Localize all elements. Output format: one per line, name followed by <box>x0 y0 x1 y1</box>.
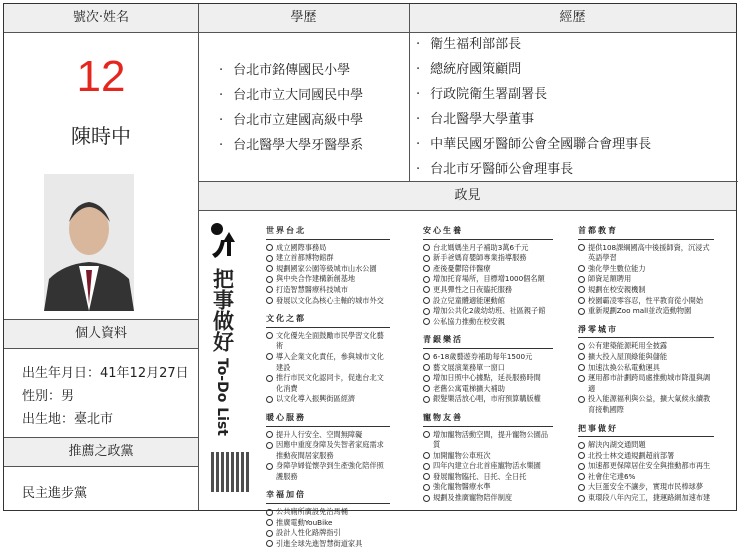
policy-item <box>423 363 553 374</box>
circle-bullet-icon <box>578 364 585 371</box>
policy-item-text: 藝文展演業務單一窗口 <box>433 362 505 372</box>
policy-item <box>266 331 390 352</box>
policy-item-text: 設計人性化路牌指引 <box>276 528 341 538</box>
policy-section <box>266 413 390 483</box>
circle-bullet-icon <box>578 308 585 315</box>
policy-item-text: 公共廁所廣設免治馬桶 <box>276 507 348 517</box>
policy-item-text: 規劃及推廣寵物陪伴制度 <box>433 493 513 503</box>
circle-bullet-icon <box>423 265 430 272</box>
policy-section-title: 安心生養 <box>423 226 553 240</box>
circle-bullet-icon <box>266 463 273 470</box>
circle-bullet-icon <box>423 353 430 360</box>
policy-item-text: 解決內湖交通問題 <box>588 440 646 450</box>
candidate-name: 陳時中 <box>71 124 131 148</box>
circle-bullet-icon <box>266 244 273 251</box>
party: 民主進步黨 <box>22 486 88 501</box>
policy-item <box>423 472 553 483</box>
circle-bullet-icon <box>423 463 430 470</box>
policy-item-text: 發展寵物臨托、日托、全日托 <box>433 471 527 481</box>
policy-item <box>423 296 553 307</box>
policy-item <box>423 493 553 504</box>
circle-bullet-icon <box>266 332 273 339</box>
circle-bullet-icon <box>423 255 430 262</box>
circle-bullet-icon <box>423 297 430 304</box>
policy-item-text: 身障孕婦從懷孕到生產強化陪伴照護服務 <box>276 461 384 481</box>
policy-item <box>423 384 553 395</box>
circle-bullet-icon <box>423 396 430 403</box>
education-list <box>219 58 363 158</box>
policy-section-title: 寵物友善 <box>423 413 553 427</box>
circle-bullet-icon <box>423 318 430 325</box>
policy-item-text: 與中央合作建構新創基地 <box>276 274 356 284</box>
policy-item <box>578 264 714 275</box>
policy-item-text: 老舊公寓電梯擴大補助 <box>433 383 505 393</box>
todo-banner <box>207 222 237 436</box>
circle-bullet-icon <box>266 353 273 360</box>
gender: 性別：男 <box>22 389 75 404</box>
policy-item-text: 規劃國家公園等級城市山水公園 <box>276 263 377 273</box>
circle-bullet-icon <box>578 375 585 382</box>
policy-item <box>578 482 714 493</box>
policy-item <box>423 253 553 264</box>
policy-item-text: 發展以文化為核心主軸的城市外交 <box>276 295 384 305</box>
circle-bullet-icon <box>266 375 273 382</box>
experience-list <box>416 32 651 182</box>
circle-bullet-icon <box>423 364 430 371</box>
policy-item <box>266 264 390 275</box>
circle-bullet-icon <box>423 244 430 251</box>
policy-item <box>423 352 553 363</box>
policy-item-text: 成立國際事務局 <box>276 242 327 252</box>
policy-item <box>578 285 714 296</box>
circle-bullet-icon <box>423 286 430 293</box>
policy-item <box>578 373 714 394</box>
policy-item-text: 引進全球先進智慧街道家具 <box>276 538 363 548</box>
circle-bullet-icon <box>266 519 273 526</box>
policy-item <box>578 352 714 363</box>
education-item: · 台北市銘傳國民小學 <box>219 58 363 83</box>
policy-item-text: 設立兒童體適能運動館 <box>433 295 505 305</box>
circle-bullet-icon <box>266 286 273 293</box>
candidate-photo <box>44 174 134 311</box>
policy-item-text: 文化優先全面鼓勵市民學習文化藝術 <box>276 330 384 351</box>
policy-item-text: 產後憂鬱陪伴醫療 <box>433 263 491 273</box>
todo-title: 把事做好 <box>210 268 235 352</box>
policy-item <box>266 352 390 373</box>
policy-item <box>423 264 553 275</box>
policy-item-text: 6-18歲藝遊券補助每年1500元 <box>433 351 533 361</box>
circle-bullet-icon <box>266 431 273 438</box>
circle-bullet-icon <box>423 276 430 283</box>
circle-bullet-icon <box>578 286 585 293</box>
policy-section-title: 淨零城市 <box>578 325 714 339</box>
circle-bullet-icon <box>578 297 585 304</box>
policy-item <box>266 440 390 461</box>
circle-bullet-icon <box>578 463 585 470</box>
circle-bullet-icon <box>423 452 430 459</box>
policy-section <box>423 226 553 327</box>
policy-item-text: 規劃在校安親機制 <box>588 284 646 294</box>
policy-item-text: 大巨蛋安全不讓步，實現市民棒球夢 <box>588 482 704 492</box>
circle-bullet-icon <box>578 495 585 502</box>
policy-item <box>423 285 553 296</box>
policy-item <box>423 394 553 405</box>
circle-bullet-icon <box>423 484 430 491</box>
circle-bullet-icon <box>423 375 430 382</box>
policy-item <box>578 341 714 352</box>
policy-item-text: 台北媽媽坐月子補助3萬6千元 <box>433 242 529 252</box>
policy-item <box>423 373 553 384</box>
policy-item <box>266 373 390 394</box>
policy-column <box>266 226 390 557</box>
party-header: 推薦之政黨 <box>4 437 198 467</box>
policy-item-text: 更具彈性之日夜臨托服務 <box>433 284 513 294</box>
policy-item <box>266 430 390 441</box>
education-item: · 台北市立大同國民中學 <box>219 83 363 108</box>
policy-section-title: 把事做好 <box>578 424 714 438</box>
circle-bullet-icon <box>578 343 585 350</box>
policy-item <box>266 253 390 264</box>
policy-item <box>578 461 714 472</box>
birthplace: 出生地：臺北市 <box>22 412 114 427</box>
circle-bullet-icon <box>578 473 585 480</box>
policy-item-text: 擴大投入屋頂綠能與儲能 <box>588 351 668 361</box>
policy-section <box>266 226 390 306</box>
policy-item <box>266 243 390 254</box>
policy-item <box>578 274 714 285</box>
policy-item-text: 師資足額聘用 <box>588 274 632 284</box>
id-name-header: 號次·姓名 <box>4 4 198 33</box>
circle-bullet-icon <box>266 442 273 449</box>
policy-item-text: 四年內建立台北首座寵物活水樂園 <box>433 461 541 471</box>
policy-item <box>266 274 390 285</box>
policy-item-text: 提供108課綱國高中後援師資，沉浸式英語學習 <box>588 242 710 263</box>
policy-item <box>423 430 553 451</box>
experience-item: · 總統府國策顧問 <box>416 57 651 82</box>
policy-item-text: 銀髮樂活放心唱，市府預算購版權 <box>433 394 541 404</box>
circle-bullet-icon <box>578 442 585 449</box>
circle-bullet-icon <box>423 495 430 502</box>
policy-item-text: 公私協力推動在校安親 <box>433 316 505 326</box>
policy-section <box>423 335 553 405</box>
policy-item-text: 加開寵物公車班次 <box>433 450 491 460</box>
policy-item <box>578 472 714 483</box>
policy-section-title: 暖心服務 <box>266 413 390 427</box>
policy-item-text: 校園霸凌零容忍，性平教育從小開始 <box>588 295 704 305</box>
experience-header: 經歷 <box>409 4 736 33</box>
policy-section-title: 青銀樂活 <box>423 335 553 349</box>
birth-date: 出生年月日：41年12月27日 <box>22 366 189 381</box>
circle-bullet-icon <box>423 385 430 392</box>
policy-item-text: 東環段八年內完工，捷運路網加速布建 <box>588 493 711 503</box>
candidate-number: 12 <box>76 52 126 101</box>
policy-item-text: 北投士林交通規劃超前部署 <box>588 450 675 460</box>
education-header: 學歷 <box>198 4 409 33</box>
policy-item-text: 加速都更保障居住安全與推動都市再生 <box>588 461 711 471</box>
policy-section <box>578 424 714 504</box>
qr-code[interactable] <box>211 452 251 492</box>
policy-item <box>578 493 714 504</box>
circle-bullet-icon <box>423 431 430 438</box>
policy-item-text: 重新規劃Zoo mall並改造動物園 <box>588 306 692 316</box>
policy-item-text: 強化學生數位能力 <box>588 263 646 273</box>
policy-item-text: 以文化導入振興街區經濟 <box>276 394 356 404</box>
education-item: · 台北醫學大學牙醫學系 <box>219 133 363 158</box>
policy-item <box>266 518 390 529</box>
policy-item <box>578 440 714 451</box>
policy-section <box>578 325 714 416</box>
policy-item-text: 社會住宅達6% <box>588 471 636 481</box>
policy-item <box>266 461 390 482</box>
circle-bullet-icon <box>266 297 273 304</box>
circle-bullet-icon <box>266 509 273 516</box>
circle-bullet-icon <box>578 276 585 283</box>
policy-section-title: 文化之都 <box>266 314 390 328</box>
policy-item <box>578 363 714 374</box>
policy-item-text: 強化寵物醫療水準 <box>433 482 491 492</box>
policy-column <box>423 226 553 512</box>
circle-bullet-icon <box>423 308 430 315</box>
policy-item <box>423 274 553 285</box>
policy-section-title: 幸福加倍 <box>266 490 390 504</box>
experience-item: · 衛生福利部部長 <box>416 32 651 57</box>
policy-item <box>423 306 553 317</box>
policy-item <box>266 539 390 550</box>
policy-item <box>266 285 390 296</box>
policy-item <box>578 394 714 415</box>
policy-item-text: 增加托育場所，目標增1000個名額 <box>433 274 545 284</box>
policy-item-text: 提升人行安全、空間無障礙 <box>276 429 363 439</box>
policy-item-text: 推廣電動YouBike <box>276 517 333 527</box>
policy-header: 政見 <box>199 182 736 211</box>
policy-item <box>578 306 714 317</box>
policy-section <box>266 490 390 549</box>
circle-bullet-icon <box>578 265 585 272</box>
experience-item: · 中華民國牙醫師公會全國聯合會理事長 <box>416 132 651 157</box>
policy-item <box>578 296 714 307</box>
circle-bullet-icon <box>578 452 585 459</box>
policy-item <box>578 451 714 462</box>
policy-item-text: 新手爸媽育嬰師專業指導服務 <box>433 253 527 263</box>
policy-item <box>423 317 553 328</box>
policy-item-text: 導入企業文化責任，參與城市文化建設 <box>276 351 384 372</box>
circle-bullet-icon <box>578 244 585 251</box>
todo-subtitle: To-Do List <box>214 358 230 436</box>
policy-column <box>578 226 714 512</box>
policy-item <box>266 528 390 539</box>
circle-bullet-icon <box>266 530 273 537</box>
experience-item: · 台北市牙醫師公會理事長 <box>416 157 651 182</box>
policy-section-title: 世界台北 <box>266 226 390 240</box>
policy-item <box>578 243 714 264</box>
personal-header: 個人資料 <box>4 319 198 349</box>
circle-bullet-icon <box>266 276 273 283</box>
policy-section <box>266 314 390 405</box>
policy-item <box>423 482 553 493</box>
policy-section-title: 首都教育 <box>578 226 714 240</box>
circle-bullet-icon <box>578 396 585 403</box>
policy-item-text: 增加公共化2歲幼幼班、社區親子館 <box>433 306 546 316</box>
experience-item: · 行政院衛生署副署長 <box>416 82 651 107</box>
circle-bullet-icon <box>578 484 585 491</box>
policy-item <box>423 461 553 472</box>
policy-item-text: 因應中重度身障及失智者家庭需求推動夜間居家服務 <box>276 440 384 460</box>
circle-bullet-icon <box>266 265 273 272</box>
policy-item-text: 投入能源福利與公益，擴大氣候永續教育接軌國際 <box>588 394 711 414</box>
policy-section <box>578 226 714 317</box>
policy-item-text: 運用都市計劃跨局處推動城市降溫與調適 <box>588 373 711 393</box>
policy-item <box>266 394 390 405</box>
circle-bullet-icon <box>266 396 273 403</box>
experience-item: · 台北醫學大學董事 <box>416 107 651 132</box>
policy-item-text: 打造智慧醫療科技城市 <box>276 284 348 294</box>
policy-item-text: 增加寵物活動空間，提升寵物公園品質 <box>433 429 549 450</box>
policy-item-text: 增加日照中心據點，延長服務時間 <box>433 373 541 383</box>
policy-item-text: 推行市民文化認同卡，促進台北文化消費 <box>276 373 384 393</box>
policy-item-text: 加速汰換公私電動運具 <box>588 362 660 372</box>
walking-arrow-icon <box>209 222 235 258</box>
policy-item-text: 建立首都博物館群 <box>276 253 334 263</box>
policy-item-text: 公有建築能源耗用全披露 <box>588 341 668 351</box>
circle-bullet-icon <box>266 255 273 262</box>
policy-item <box>266 296 390 307</box>
circle-bullet-icon <box>578 353 585 360</box>
policy-item <box>266 507 390 518</box>
policy-item <box>423 451 553 462</box>
circle-bullet-icon <box>266 540 273 547</box>
education-item: · 台北市立建國高級中學 <box>219 108 363 133</box>
circle-bullet-icon <box>423 473 430 480</box>
policy-section <box>423 413 553 504</box>
policy-item <box>423 243 553 254</box>
